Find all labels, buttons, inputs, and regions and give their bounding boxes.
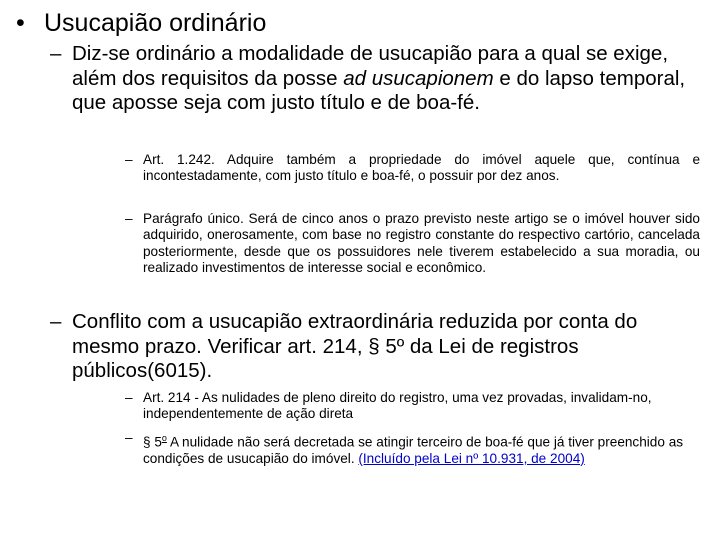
- item-text: Conflito com a usucapião extraordinária reduzida por conta do mesmo prazo. Verificar art. 214, § 5º da Lei de registros públicos(6015).: [72, 310, 638, 382]
- law-reference-link[interactable]: (Incluído pela Lei nº 10.931, de 2004): [358, 450, 585, 466]
- item-text: [72, 42, 702, 116]
- item-dash: –: [50, 310, 62, 333]
- sub-item-text: Art. 1.242. Adquire também a propriedade do imóvel aquele que, contínua e incontestadamente, com justo título e boa-fé, o possuir por dez anos.: [143, 152, 700, 184]
- paragraph-text: A nulidade não será decretada se atingir terceiro de boa-fé que já tiver preenchido as condições de usucapião do imóvel.: [143, 434, 684, 466]
- item-dash: –: [50, 42, 62, 65]
- sub-item-dash: –: [125, 390, 133, 405]
- sub-item-dash: –: [125, 430, 133, 445]
- sub-item-dash: –: [125, 152, 133, 167]
- sub-item-text: Parágrafo único. Será de cinco anos o prazo previsto neste artigo se o imóvel houver sido adquirido, onerosamente, com base no registro constante do respectivo cartório, cancelada posteriormente, desde que os possuidores nele tiverem estabelecido a sua moradia, ou realizado investimentos de interesse social e econômico.: [143, 211, 700, 276]
- sub-item-text: [143, 430, 700, 467]
- paragraph-symbol: § 5: [143, 434, 162, 450]
- definition-text-end: e do lapso temporal, que aposse seja com justo título e de boa-fé.: [72, 66, 686, 114]
- title-text: Usucapião ordinário: [44, 9, 267, 37]
- sub-item-dash: –: [125, 211, 133, 226]
- sub-item-text: Art. 214 - As nulidades de pleno direito do registro, uma vez provadas, invalidam-no, independentemente de ação direta: [143, 390, 652, 422]
- ordinal-indicator: o: [161, 433, 167, 443]
- title-bullet: •: [16, 9, 25, 37]
- definition-italic-term: ad usucapionem: [343, 66, 494, 90]
- definition-text-start: Diz-se ordinário a modalidade de usucapião para a qual se exige, além dos requisitos da posse: [72, 42, 669, 90]
